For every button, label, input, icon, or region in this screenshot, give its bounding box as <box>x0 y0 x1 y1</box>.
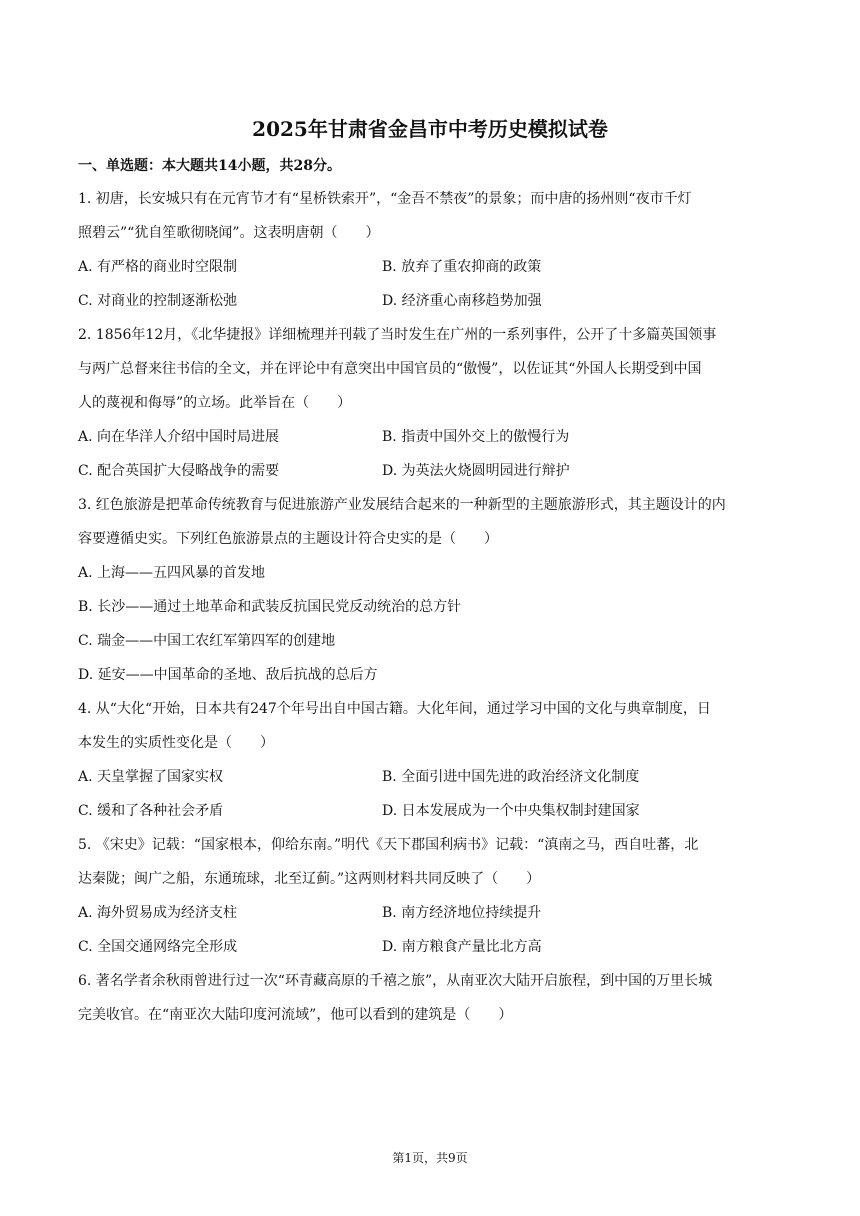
page-title: 2025年甘肃省金昌市中考历史模拟试卷 <box>252 117 608 141</box>
question-2-line-2: 与两广总督来往书信的全文，并在评论中有意突出中国官员的“傲慢”，以佐证其“外国人长期受到中国 <box>78 361 702 377</box>
question-4 <box>78 692 778 760</box>
section-heading: 一、单选题：本大题共14小题，共28分。 <box>78 158 341 174</box>
question-2-line-3: 人的蔑视和侮辱”的立场。此举旨在（ ） <box>78 395 352 411</box>
question-4-options <box>78 760 778 828</box>
question-5-option-d: D. 南方粮食产量比北方高 <box>382 939 542 955</box>
question-2-option-b: B. 指责中国外交上的傲慢行为 <box>382 429 570 445</box>
question-1-option-c: C. 对商业的控制逐渐松弛 <box>78 293 238 309</box>
question-5-line-2: 达秦陇；闽广之船，东通琉球，北至辽蓟。”这两则材料共同反映了（ ） <box>78 871 541 887</box>
question-5-options <box>78 896 778 964</box>
question-1-option-a: A. 有严格的商业时空限制 <box>78 259 238 275</box>
question-3-option-a: A. 上海——五四风暴的首发地 <box>78 565 266 581</box>
question-4-option-d: D. 日本发展成为一个中央集权制封建国家 <box>382 803 640 819</box>
question-2-option-c: C. 配合英国扩大侵略战争的需要 <box>78 463 280 479</box>
question-3-line-1: 3. 红色旅游是把革命传统教育与促进旅游产业发展结合起来的一种新型的主题旅游形式，其主题设计的内 <box>78 497 726 513</box>
question-3 <box>78 488 778 556</box>
question-2-options <box>78 420 778 488</box>
question-1-options <box>78 250 778 318</box>
question-6-line-2: 完美收官。在“南亚次大陆印度河流域”，他可以看到的建筑是（ ） <box>78 1007 513 1023</box>
question-3-line-2: 容要遵循史实。下列红色旅游景点的主题设计符合史实的是（ ） <box>78 531 498 547</box>
question-4-option-b: B. 全面引进中国先进的政治经济文化制度 <box>382 769 640 785</box>
question-2 <box>78 318 778 420</box>
question-1-line-2: 照碧云”“犹自笙歌彻晓闻”。这表明唐朝（ ） <box>78 225 380 241</box>
page-footer: 第1页，共9页 <box>392 1151 468 1165</box>
question-5-option-a: A. 海外贸易成为经济支柱 <box>78 905 238 921</box>
question-2-line-1: 2. 1856年12月，《北华捷报》详细梳理并刊载了当时发生在广州的一系列事件，公开了十多篇英国领事 <box>78 327 717 343</box>
question-6 <box>78 964 778 1032</box>
question-3-option-c: C. 瑞金——中国工农红军第四军的创建地 <box>78 633 336 649</box>
question-3-option-b: B. 长沙——通过土地革命和武装反抗国民党反动统治的总方针 <box>78 599 462 615</box>
question-5 <box>78 828 778 896</box>
question-4-line-1: 4. 从“大化“开始，日本共有247个年号出自中国古籍。大化年间，通过学习中国的文化与典章制度，日 <box>78 701 711 717</box>
question-3-options <box>78 556 778 692</box>
question-6-line-1: 6. 著名学者余秋雨曾进行过一次“环青藏高原的千禧之旅”，从南亚次大陆开启旅程，到中国的万里长城 <box>78 973 713 989</box>
question-4-option-a: A. 天皇掌握了国家实权 <box>78 769 224 785</box>
question-3-option-d: D. 延安——中国革命的圣地、敌后抗战的总后方 <box>78 667 378 683</box>
question-2-option-d: D. 为英法火烧圆明园进行辩护 <box>382 463 570 479</box>
question-4-line-2: 本发生的实质性变化是（ ） <box>78 735 274 751</box>
question-1-line-1: 1. 初唐，长安城只有在元宵节才有“星桥铁索开”，“金吾不禁夜”的景象；而中唐的扬州则“夜市千灯 <box>78 191 692 207</box>
question-1-option-b: B. 放弃了重农抑商的政策 <box>382 259 542 275</box>
question-1 <box>78 182 778 250</box>
question-4-option-c: C. 缓和了各种社会矛盾 <box>78 803 224 819</box>
question-1-option-d: D. 经济重心南移趋势加强 <box>382 293 542 309</box>
question-2-option-a: A. 向在华洋人介绍中国时局进展 <box>78 429 280 445</box>
question-5-line-1: 5. 《宋史》记载：“国家根本，仰给东南。”明代《天下郡国利病书》记载：“滇南之马，西自吐蕃，北 <box>78 837 699 853</box>
question-5-option-c: C. 全国交通网络完全形成 <box>78 939 238 955</box>
question-5-option-b: B. 南方经济地位持续提升 <box>382 905 542 921</box>
